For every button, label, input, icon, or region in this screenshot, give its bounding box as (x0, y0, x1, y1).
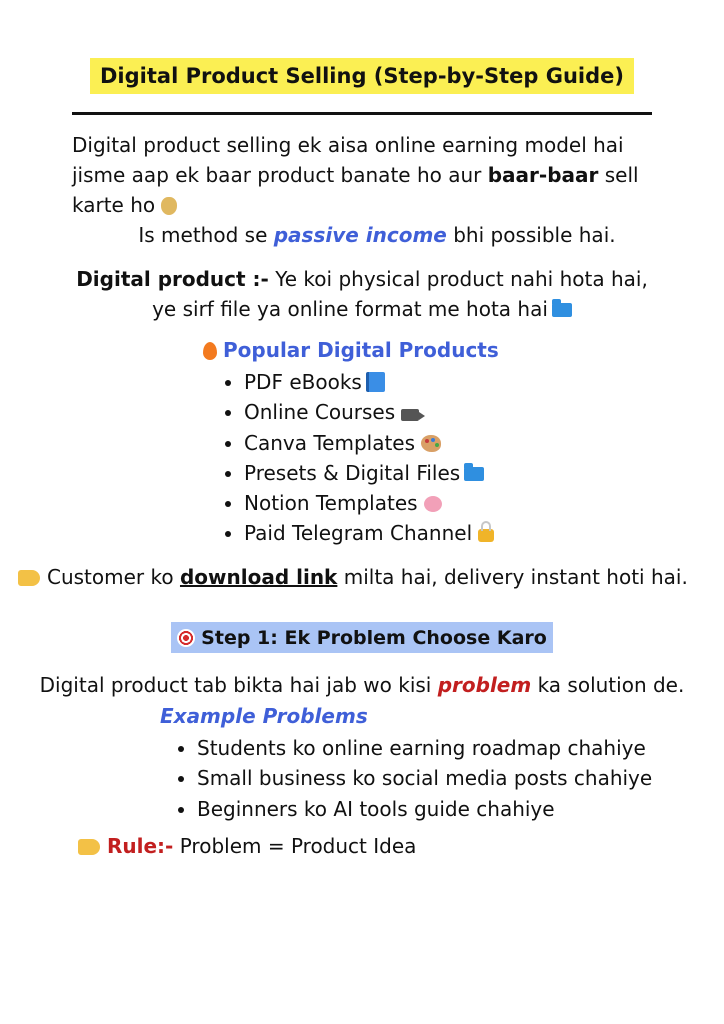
list-item (244, 428, 494, 458)
list-item (244, 458, 494, 488)
popular-products-list (204, 367, 494, 549)
list-item (244, 488, 494, 518)
title-divider (72, 112, 652, 115)
title-container (0, 58, 724, 94)
list-item: • Beginners ko AI tools guide chahiye (197, 794, 652, 824)
intro-line-4-text: Is method se (138, 223, 274, 247)
fire-icon (203, 342, 217, 360)
step1-paragraph (0, 670, 724, 700)
intro-line-2-end: sell (598, 163, 639, 187)
money-bag-icon (161, 197, 177, 215)
list-item-label: Notion Templates (244, 491, 418, 516)
customer-note (18, 562, 708, 592)
folder-icon (552, 303, 572, 317)
list-item-label: Presets & Digital Files (244, 460, 461, 485)
intro-line-4 (72, 220, 682, 250)
intro-paragraph (72, 130, 682, 250)
target-icon (177, 629, 195, 647)
popular-heading-text: Popular Digital Products (223, 338, 499, 362)
list-item (244, 367, 494, 397)
definition-paragraph (20, 264, 704, 324)
list-item (244, 397, 494, 427)
list-item: • Small business ko social media posts chahiye (197, 763, 652, 793)
definition-line-1 (20, 264, 704, 294)
customer-text-a: Customer ko (47, 565, 180, 589)
step1-heading (171, 622, 553, 653)
book-icon (366, 372, 385, 392)
folder-icon (464, 467, 484, 481)
list-item-label: Online Courses (244, 400, 396, 425)
definition-text-1: Ye koi physical product nahi hota hai, (268, 267, 648, 291)
intro-line-1: Digital product selling ek aisa online earning model hai (72, 133, 624, 157)
intro-line-3 (72, 190, 682, 220)
popular-products-heading (203, 338, 499, 362)
list-item-label: PDF eBooks (244, 370, 362, 394)
intro-line-2 (72, 160, 682, 190)
brain-icon (424, 496, 442, 512)
definition-line-2 (20, 294, 704, 324)
list-item (244, 518, 494, 548)
definition-label: Digital product :- (76, 267, 269, 291)
passive-income-highlight: passive income (273, 223, 447, 247)
rule-label: Rule:- (107, 834, 174, 858)
example-problems-list (157, 733, 652, 824)
palette-icon (421, 435, 441, 452)
customer-text-c: milta hai, delivery instant hoti hai. (337, 565, 688, 589)
rule-statement (78, 831, 416, 861)
lock-icon (478, 529, 494, 542)
example-problems-heading: Example Problems (160, 704, 368, 728)
intro-line-2-text: jisme aap ek baar product banate ho aur (72, 163, 488, 187)
camera-icon (401, 409, 419, 421)
intro-emphasis: baar-baar (487, 163, 599, 187)
problem-highlight: problem (437, 673, 532, 697)
intro-line-3-text: karte ho (72, 193, 156, 217)
pointing-hand-icon (78, 839, 100, 855)
definition-text-2: ye sirf file ya online format me hota hai (152, 297, 548, 321)
intro-line-4-end: bhi possible hai. (446, 223, 616, 247)
list-item-label: Canva Templates (244, 430, 416, 455)
step1-text-c: ka solution de. (531, 673, 685, 697)
step1-text-a: Digital product tab bikta hai jab wo kisi (39, 673, 438, 697)
list-item: • Students ko online earning roadmap chahiye (197, 733, 652, 763)
pointing-hand-icon (18, 570, 40, 586)
step1-heading-container (0, 622, 724, 653)
rule-text: Problem = Product Idea (173, 834, 417, 858)
page-title: Digital Product Selling (Step-by-Step Guide) (90, 58, 634, 94)
list-item-label: Paid Telegram Channel (244, 521, 473, 546)
step1-heading-text: Step 1: Ek Problem Choose Karo (201, 627, 547, 649)
download-link-text: download link (179, 565, 338, 589)
